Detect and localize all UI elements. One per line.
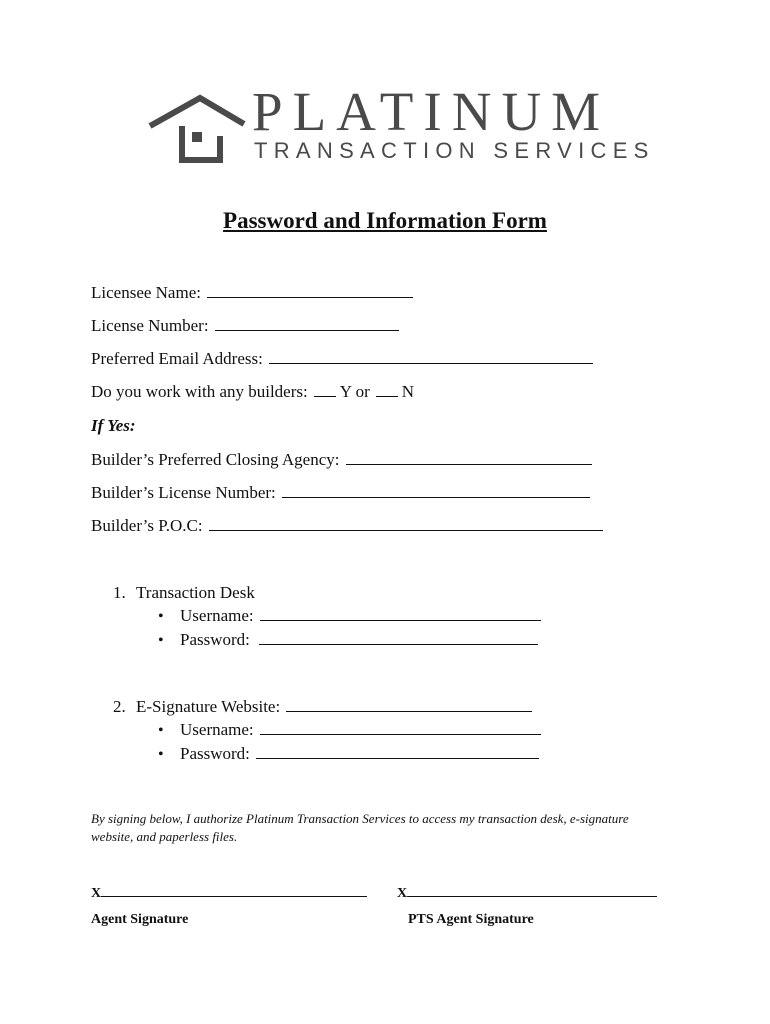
section-label: E-Signature Website: — [136, 697, 281, 716]
licensee-name-row — [91, 283, 413, 303]
agent-signature-line — [91, 884, 367, 902]
agent-signature-field[interactable] — [101, 884, 367, 897]
license-number-label: License Number: — [91, 316, 209, 335]
builders-question-row — [91, 382, 414, 402]
agent-signature-label: Agent Signature — [91, 912, 189, 927]
esignature-username-row — [158, 720, 541, 740]
password-label: Password: — [180, 630, 250, 649]
section-esignature — [113, 697, 532, 717]
username-label: Username: — [180, 720, 254, 739]
licensee-name-field[interactable] — [207, 283, 413, 298]
esignature-password-field[interactable] — [256, 744, 539, 759]
pts-signature-line — [397, 884, 657, 902]
builder-closing-agency-label: Builder’s Preferred Closing Agency: — [91, 450, 340, 469]
esignature-username-field[interactable] — [260, 720, 541, 735]
builder-poc-row — [91, 516, 603, 536]
builders-no-field[interactable] — [376, 382, 398, 397]
section-transaction-desk — [113, 583, 255, 603]
preferred-email-field[interactable] — [269, 349, 593, 364]
builders-no-label: N — [401, 382, 415, 401]
builders-yes-label: Y or — [339, 382, 370, 401]
builder-license-number-row — [91, 483, 590, 503]
bullet-icon: • — [158, 632, 164, 649]
username-label: Username: — [180, 606, 254, 625]
pts-signature-field[interactable] — [407, 884, 657, 897]
password-label: Password: — [180, 744, 250, 763]
form-title: Password and Information Form — [223, 208, 547, 233]
license-number-field[interactable] — [215, 316, 399, 331]
consent-text: By signing below, I authorize Platinum Transaction Services to access my transaction desk, e-signature website, and paperless files. — [91, 811, 629, 844]
preferred-email-label: Preferred Email Address: — [91, 349, 263, 368]
transaction-desk-username-field[interactable] — [260, 606, 541, 621]
logo-brand-name: PLATINUM — [252, 81, 611, 142]
builders-yes-field[interactable] — [314, 382, 336, 397]
licensee-name-label: Licensee Name: — [91, 283, 201, 302]
company-logo — [148, 81, 655, 170]
builder-poc-label: Builder’s P.O.C: — [91, 516, 203, 535]
bullet-icon: • — [158, 722, 164, 739]
section-number: 2. — [113, 697, 126, 716]
if-yes-label: If Yes: — [91, 416, 136, 435]
builder-closing-agency-row — [91, 450, 592, 470]
signature-x-mark: X — [91, 886, 102, 901]
builder-license-number-field[interactable] — [282, 483, 590, 498]
bullet-icon: • — [158, 746, 164, 763]
pts-signature-label: PTS Agent Signature — [408, 912, 534, 927]
transaction-desk-password-field[interactable] — [259, 630, 538, 645]
transaction-desk-password-row — [158, 630, 538, 650]
logo-brand-subtitle: TRANSACTION SERVICES — [254, 138, 655, 163]
section-number: 1. — [113, 583, 126, 602]
bullet-icon: • — [158, 608, 164, 625]
builder-closing-agency-field[interactable] — [346, 450, 592, 465]
license-number-row — [91, 316, 399, 336]
preferred-email-row — [91, 349, 593, 369]
esignature-password-row — [158, 744, 539, 764]
if-yes-heading — [91, 416, 136, 436]
transaction-desk-username-row — [158, 606, 541, 626]
builder-license-number-label: Builder’s License Number: — [91, 483, 276, 502]
esignature-website-field[interactable] — [286, 697, 532, 712]
section-label: Transaction Desk — [136, 583, 255, 602]
builder-poc-field[interactable] — [209, 516, 603, 531]
signature-x-mark: X — [397, 886, 408, 901]
house-icon — [148, 94, 248, 164]
builders-question-label: Do you work with any builders: — [91, 382, 308, 401]
